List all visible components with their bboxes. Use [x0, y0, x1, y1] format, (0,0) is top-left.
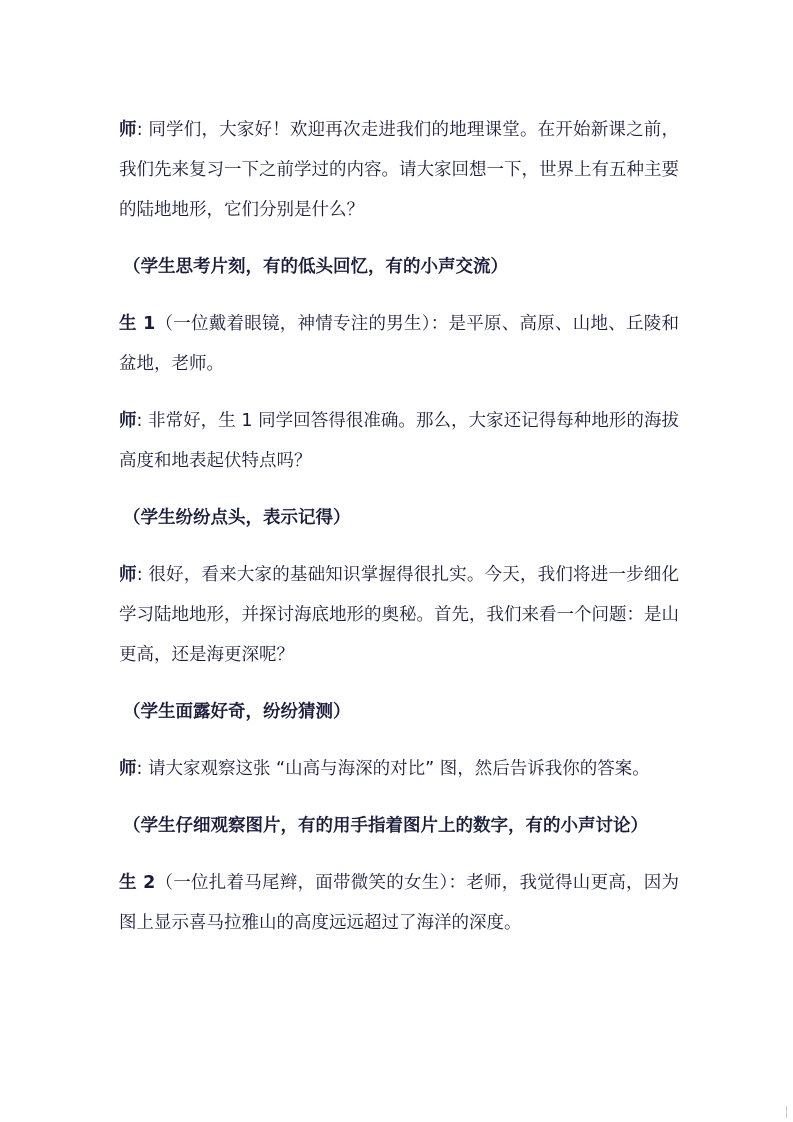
- speaker-separator: :: [136, 565, 149, 585]
- dialogue-line-student: [119, 863, 679, 943]
- speaker-separator: :: [136, 120, 149, 140]
- document-body: [119, 110, 679, 960]
- speaker-label: 生 2: [119, 873, 156, 893]
- page-corner-mark: [786, 1106, 787, 1118]
- speaker-label: 师: [119, 565, 137, 585]
- stage-direction: （学生纷纷点头，表示记得）: [123, 508, 351, 528]
- dialogue-line-teacher: [119, 401, 679, 481]
- stage-direction: （学生仔细观察图片，有的用手指着图片上的数字，有的小声讨论）: [123, 816, 648, 836]
- speaker-separator: :: [136, 759, 148, 779]
- dialogue-line-teacher: [119, 749, 679, 789]
- dialogue-text: 同学们，大家好！欢迎再次走进我们的地理课堂。在开始新课之前，我们先来复习一下之前学过的内容。请大家回想一下，世界上有五种主要的陆地地形，它们分别是什么？: [119, 120, 679, 220]
- dialogue-text: 请大家观察这张 “山高与海深的对比” 图，然后告诉我你的答案。: [147, 759, 650, 779]
- speaker-label: 师: [119, 759, 137, 779]
- dialogue-text: 非常好，生 1 同学回答得很准确。那么，大家还记得每种地形的海拔高度和地表起伏特点吗？: [119, 411, 679, 471]
- dialogue-line-teacher: [119, 110, 679, 230]
- stage-direction: （学生思考片刻，有的低头回忆，有的小声交流）: [123, 257, 508, 277]
- dialogue-text: （一位扎着马尾辫，面带微笑的女生）：老师，我觉得山更高，因为图上显示喜马拉雅山的高度远远超过了海洋的深度。: [119, 873, 679, 933]
- stage-direction: （学生面露好奇，纷纷猜测）: [123, 702, 351, 722]
- speaker-label: 生 1: [119, 314, 156, 334]
- speaker-label: 师: [119, 411, 137, 431]
- speaker-separator: :: [136, 411, 149, 431]
- dialogue-line-teacher: [119, 555, 679, 675]
- dialogue-text: （一位戴着眼镜，神情专注的男生）：是平原、高原、山地、丘陵和盆地，老师。: [119, 314, 679, 374]
- dialogue-line-student: [119, 304, 679, 384]
- speaker-label: 师: [119, 120, 137, 140]
- dialogue-text: 很好，看来大家的基础知识掌握得很扎实。今天，我们将进一步细化学习陆地地形，并探讨海底地形的奥秘。首先，我们来看一个问题：是山更高，还是海更深呢？: [119, 565, 679, 665]
